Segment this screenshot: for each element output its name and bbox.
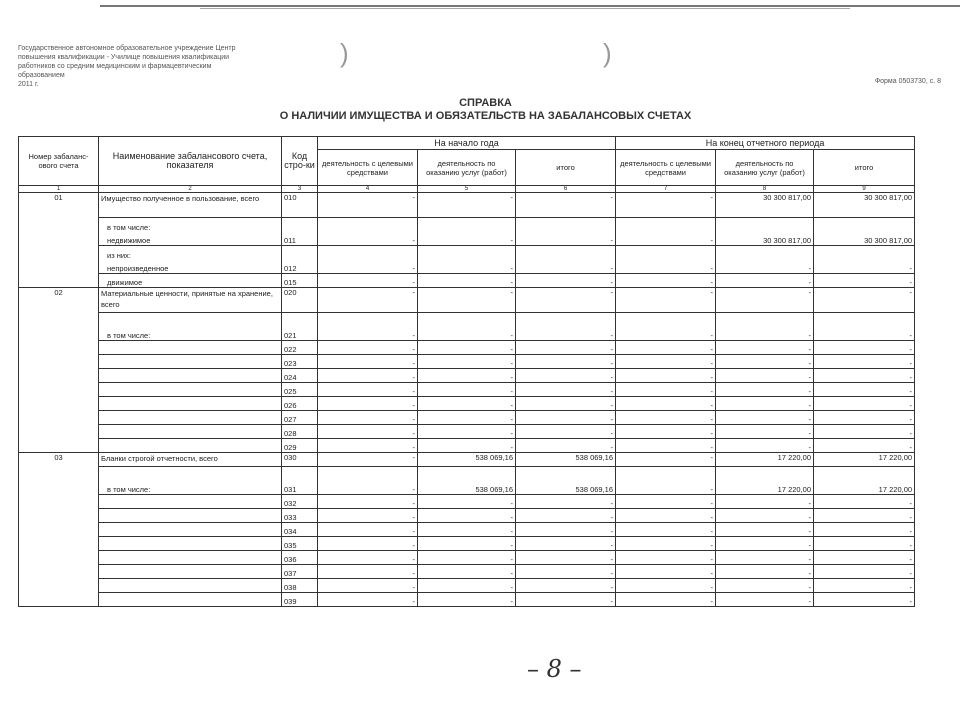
value-cell: - [318, 218, 418, 246]
value-cell: - [418, 593, 516, 607]
account-number: 01 [19, 193, 99, 288]
value-cell: - [716, 411, 814, 425]
value-cell: - [516, 509, 616, 523]
indicator-subname: недвижимое [107, 236, 151, 245]
value-cell: - [716, 355, 814, 369]
value-cell: - [814, 288, 915, 313]
value-cell: - [814, 397, 915, 411]
value-cell: - [318, 551, 418, 565]
indicator-name-cell [99, 274, 282, 288]
value-cell: - [516, 218, 616, 246]
value-cell: - [318, 355, 418, 369]
value-cell: - [318, 383, 418, 397]
value-cell: - [716, 439, 814, 453]
header-end-of-period: На конец отчетного периода [616, 137, 915, 150]
indicator-name-cell [99, 551, 282, 565]
line-code: 038 [282, 579, 318, 593]
table-row [19, 537, 915, 551]
value-cell: - [418, 313, 516, 341]
table-row [19, 274, 915, 288]
value-cell: - [516, 425, 616, 439]
value-cell: - [716, 551, 814, 565]
value-cell: - [418, 425, 516, 439]
value-cell: - [516, 274, 616, 288]
indicator-name: Материальные ценности, принятые на хранение, всего [101, 289, 273, 309]
doc-title: СПРАВКА [459, 97, 512, 109]
table-row [19, 551, 915, 565]
value-cell: - [814, 425, 915, 439]
line-code: 034 [282, 523, 318, 537]
value-cell: - [814, 523, 915, 537]
value-cell: - [814, 341, 915, 355]
line-code: 020 [282, 288, 318, 313]
indicator-name-cell [99, 453, 282, 467]
value-cell: - [418, 341, 516, 355]
value-cell: - [318, 246, 418, 274]
column-number: 4 [318, 186, 418, 193]
table-row [19, 509, 915, 523]
line-code: 022 [282, 341, 318, 355]
handwritten-page-number: – 8 – [527, 655, 582, 683]
value-cell: - [716, 537, 814, 551]
org-year: 2011 г. [18, 81, 39, 88]
table-row [19, 453, 915, 467]
header-services-start: деятельность по оказанию услуг (работ) [418, 150, 516, 186]
value-cell: 30 300 817,00 [814, 218, 915, 246]
header-target-start: деятельность с целевыми средствами [318, 150, 418, 186]
value-cell: - [318, 397, 418, 411]
table-row [19, 565, 915, 579]
value-cell: - [418, 439, 516, 453]
value-cell: - [616, 509, 716, 523]
header-account: Номер забаланс-ового счета [19, 137, 99, 186]
indicator-name-cell [99, 495, 282, 509]
indicator-name-cell [99, 537, 282, 551]
value-cell: - [516, 246, 616, 274]
org-line: Государственное автономное образовательное учреждение Центр [18, 45, 236, 52]
value-cell: - [814, 246, 915, 274]
value-cell: - [318, 313, 418, 341]
indicator-name-cell [99, 411, 282, 425]
value-cell: - [418, 193, 516, 218]
column-number: 7 [616, 186, 716, 193]
line-code: 035 [282, 537, 318, 551]
line-code: 012 [282, 246, 318, 274]
table-row [19, 593, 915, 607]
column-number: 3 [282, 186, 318, 193]
value-cell: - [418, 288, 516, 313]
indicator-name-cell [99, 467, 282, 495]
header-start-of-year: На начало года [318, 137, 616, 150]
value-cell: - [318, 274, 418, 288]
value-cell: 17 220,00 [716, 453, 814, 467]
scan-bracket-mark: ) [603, 38, 612, 68]
value-cell: - [716, 313, 814, 341]
line-code: 033 [282, 509, 318, 523]
value-cell: - [418, 565, 516, 579]
value-cell: - [318, 579, 418, 593]
line-code: 032 [282, 495, 318, 509]
header-total-start: итого [516, 150, 616, 186]
form-reference: Форма 0503730, с. 8 [874, 78, 941, 85]
value-cell: - [318, 193, 418, 218]
table-row [19, 411, 915, 425]
value-cell: - [418, 397, 516, 411]
scan-edge-line [100, 5, 960, 7]
value-cell: - [716, 341, 814, 355]
value-cell: - [516, 439, 616, 453]
value-cell: - [516, 313, 616, 341]
doc-subtitle: О НАЛИЧИИ ИМУЩЕСТВА И ОБЯЗАТЕЛЬСТВ НА ЗАБАЛАНСОВЫХ СЧЕТАХ [279, 110, 692, 122]
value-cell: - [516, 537, 616, 551]
value-cell: - [616, 495, 716, 509]
value-cell: - [418, 274, 516, 288]
value-cell: - [616, 193, 716, 218]
column-number: 1 [19, 186, 99, 193]
value-cell: - [418, 218, 516, 246]
value-cell: - [716, 495, 814, 509]
indicator-name-cell [99, 439, 282, 453]
table-row [19, 425, 915, 439]
value-cell: - [516, 551, 616, 565]
value-cell: 30 300 817,00 [716, 218, 814, 246]
value-cell: - [616, 453, 716, 467]
value-cell: - [516, 411, 616, 425]
org-line: повышения квалификации - Училище повышения квалификации [18, 54, 230, 61]
value-cell: - [814, 355, 915, 369]
value-cell: - [516, 593, 616, 607]
value-cell: - [516, 565, 616, 579]
value-cell: - [418, 509, 516, 523]
value-cell: 17 220,00 [814, 467, 915, 495]
value-cell: - [814, 551, 915, 565]
line-code: 015 [282, 274, 318, 288]
value-cell: - [616, 341, 716, 355]
value-cell: - [716, 579, 814, 593]
table-row [19, 439, 915, 453]
value-cell: - [318, 523, 418, 537]
indicator-name-cell [99, 341, 282, 355]
value-cell: - [318, 537, 418, 551]
value-cell: - [418, 355, 516, 369]
indicator-name: в том числе: [107, 331, 151, 340]
table-row [19, 288, 915, 313]
indicator-name: в том числе: [107, 223, 151, 232]
value-cell: - [418, 537, 516, 551]
value-cell: - [418, 383, 516, 397]
value-cell: - [616, 593, 716, 607]
table-row [19, 397, 915, 411]
line-code: 039 [282, 593, 318, 607]
value-cell: - [418, 551, 516, 565]
off-balance-table [18, 136, 915, 607]
value-cell: 17 220,00 [814, 453, 915, 467]
value-cell: - [814, 537, 915, 551]
value-cell: - [616, 565, 716, 579]
value-cell: 538 069,16 [418, 467, 516, 495]
value-cell: - [418, 246, 516, 274]
value-cell: - [616, 288, 716, 313]
value-cell: - [616, 397, 716, 411]
value-cell: - [716, 288, 814, 313]
line-code: 027 [282, 411, 318, 425]
header-target-end: деятельность с целевыми средствами [616, 150, 716, 186]
value-cell: - [516, 579, 616, 593]
indicator-name-cell [99, 565, 282, 579]
table-body [19, 193, 915, 607]
value-cell: - [716, 246, 814, 274]
value-cell: - [716, 369, 814, 383]
indicator-name-cell [99, 313, 282, 341]
account-number: 02 [19, 288, 99, 453]
column-number-row [19, 186, 915, 193]
value-cell: 30 300 817,00 [814, 193, 915, 218]
value-cell: - [516, 495, 616, 509]
value-cell: 17 220,00 [716, 467, 814, 495]
value-cell: - [716, 397, 814, 411]
value-cell: - [814, 383, 915, 397]
indicator-name-cell [99, 218, 282, 246]
indicator-name: из них: [107, 251, 131, 260]
value-cell: - [616, 218, 716, 246]
value-cell: - [616, 523, 716, 537]
value-cell: - [516, 288, 616, 313]
table-row [19, 355, 915, 369]
line-code: 031 [282, 467, 318, 495]
table-row [19, 246, 915, 274]
indicator-name: Имущество полученное в пользование, всего [101, 194, 260, 203]
value-cell: - [418, 579, 516, 593]
table-row [19, 218, 915, 246]
value-cell: - [616, 383, 716, 397]
value-cell: - [318, 593, 418, 607]
org-line: работников со средним медицинским и фармацевтическим [18, 63, 212, 70]
indicator-name-cell [99, 523, 282, 537]
value-cell: - [814, 579, 915, 593]
header-total-end: итого [814, 150, 915, 186]
column-number: 6 [516, 186, 616, 193]
value-cell: - [616, 439, 716, 453]
value-cell: - [716, 523, 814, 537]
value-cell: - [318, 453, 418, 467]
line-code: 026 [282, 397, 318, 411]
column-number: 8 [716, 186, 814, 193]
value-cell: - [716, 593, 814, 607]
header-services-end: деятельность по оказанию услуг (работ) [716, 150, 814, 186]
table-row [19, 313, 915, 341]
line-code: 025 [282, 383, 318, 397]
column-number: 2 [99, 186, 282, 193]
value-cell: - [516, 523, 616, 537]
value-cell: - [616, 355, 716, 369]
table-row [19, 193, 915, 218]
value-cell: - [814, 593, 915, 607]
indicator-name-cell [99, 579, 282, 593]
value-cell: - [616, 313, 716, 341]
column-number: 9 [814, 186, 915, 193]
value-cell: - [716, 274, 814, 288]
value-cell: - [318, 341, 418, 355]
value-cell: 30 300 817,00 [716, 193, 814, 218]
table-row [19, 579, 915, 593]
value-cell: - [814, 565, 915, 579]
org-line: образованием [18, 72, 65, 79]
value-cell: - [814, 439, 915, 453]
line-code: 029 [282, 439, 318, 453]
indicator-name: в том числе: [107, 485, 151, 494]
header-name: Наименование забалансового счета, показателя [99, 137, 282, 186]
value-cell: - [616, 425, 716, 439]
organization-header [18, 44, 278, 89]
value-cell: - [716, 509, 814, 523]
indicator-name-cell [99, 288, 282, 313]
value-cell: - [318, 288, 418, 313]
indicator-name-cell [99, 246, 282, 274]
value-cell: - [516, 383, 616, 397]
value-cell: - [814, 274, 915, 288]
value-cell: - [516, 341, 616, 355]
value-cell: - [516, 355, 616, 369]
value-cell: 538 069,16 [418, 453, 516, 467]
value-cell: - [616, 551, 716, 565]
indicator-name-cell [99, 593, 282, 607]
value-cell: - [814, 495, 915, 509]
indicator-name: движимое [107, 278, 143, 287]
scan-bracket-mark: ) [340, 38, 349, 68]
indicator-name-cell [99, 383, 282, 397]
indicator-name-cell [99, 193, 282, 218]
indicator-name-cell [99, 369, 282, 383]
indicator-name-cell [99, 355, 282, 369]
line-code: 037 [282, 565, 318, 579]
column-number: 5 [418, 186, 516, 193]
value-cell: - [616, 467, 716, 495]
value-cell: - [318, 439, 418, 453]
value-cell: - [616, 537, 716, 551]
value-cell: - [616, 411, 716, 425]
value-cell: - [516, 369, 616, 383]
line-code: 011 [282, 218, 318, 246]
table-row [19, 467, 915, 495]
value-cell: - [418, 523, 516, 537]
table-row [19, 523, 915, 537]
line-code: 028 [282, 425, 318, 439]
line-code: 036 [282, 551, 318, 565]
value-cell: - [616, 246, 716, 274]
value-cell: - [318, 369, 418, 383]
value-cell: - [418, 369, 516, 383]
value-cell: - [516, 397, 616, 411]
indicator-name-cell [99, 397, 282, 411]
value-cell: - [814, 509, 915, 523]
value-cell: - [716, 425, 814, 439]
table-row [19, 495, 915, 509]
line-code: 021 [282, 313, 318, 341]
value-cell: - [418, 495, 516, 509]
table-row [19, 383, 915, 397]
value-cell: - [716, 383, 814, 397]
line-code: 010 [282, 193, 318, 218]
value-cell: - [616, 369, 716, 383]
value-cell: 538 069,16 [516, 453, 616, 467]
indicator-subname: непроизведенное [107, 264, 169, 273]
value-cell: - [616, 274, 716, 288]
value-cell: - [814, 369, 915, 383]
value-cell: - [814, 313, 915, 341]
value-cell: 538 069,16 [516, 467, 616, 495]
line-code: 030 [282, 453, 318, 467]
value-cell: - [814, 411, 915, 425]
table-row [19, 341, 915, 355]
value-cell: - [318, 411, 418, 425]
value-cell: - [318, 565, 418, 579]
value-cell: - [516, 193, 616, 218]
value-cell: - [616, 579, 716, 593]
indicator-name-cell [99, 509, 282, 523]
scan-edge-line-2 [200, 8, 850, 9]
indicator-name-cell [99, 425, 282, 439]
indicator-name: Бланки строгой отчетности, всего [101, 454, 218, 463]
account-number: 03 [19, 453, 99, 607]
line-code: 023 [282, 355, 318, 369]
value-cell: - [318, 425, 418, 439]
header-code: Код стро-ки [282, 137, 318, 186]
value-cell: - [418, 411, 516, 425]
table-row [19, 369, 915, 383]
value-cell: - [318, 495, 418, 509]
value-cell: - [318, 509, 418, 523]
value-cell: - [716, 565, 814, 579]
line-code: 024 [282, 369, 318, 383]
value-cell: - [318, 467, 418, 495]
